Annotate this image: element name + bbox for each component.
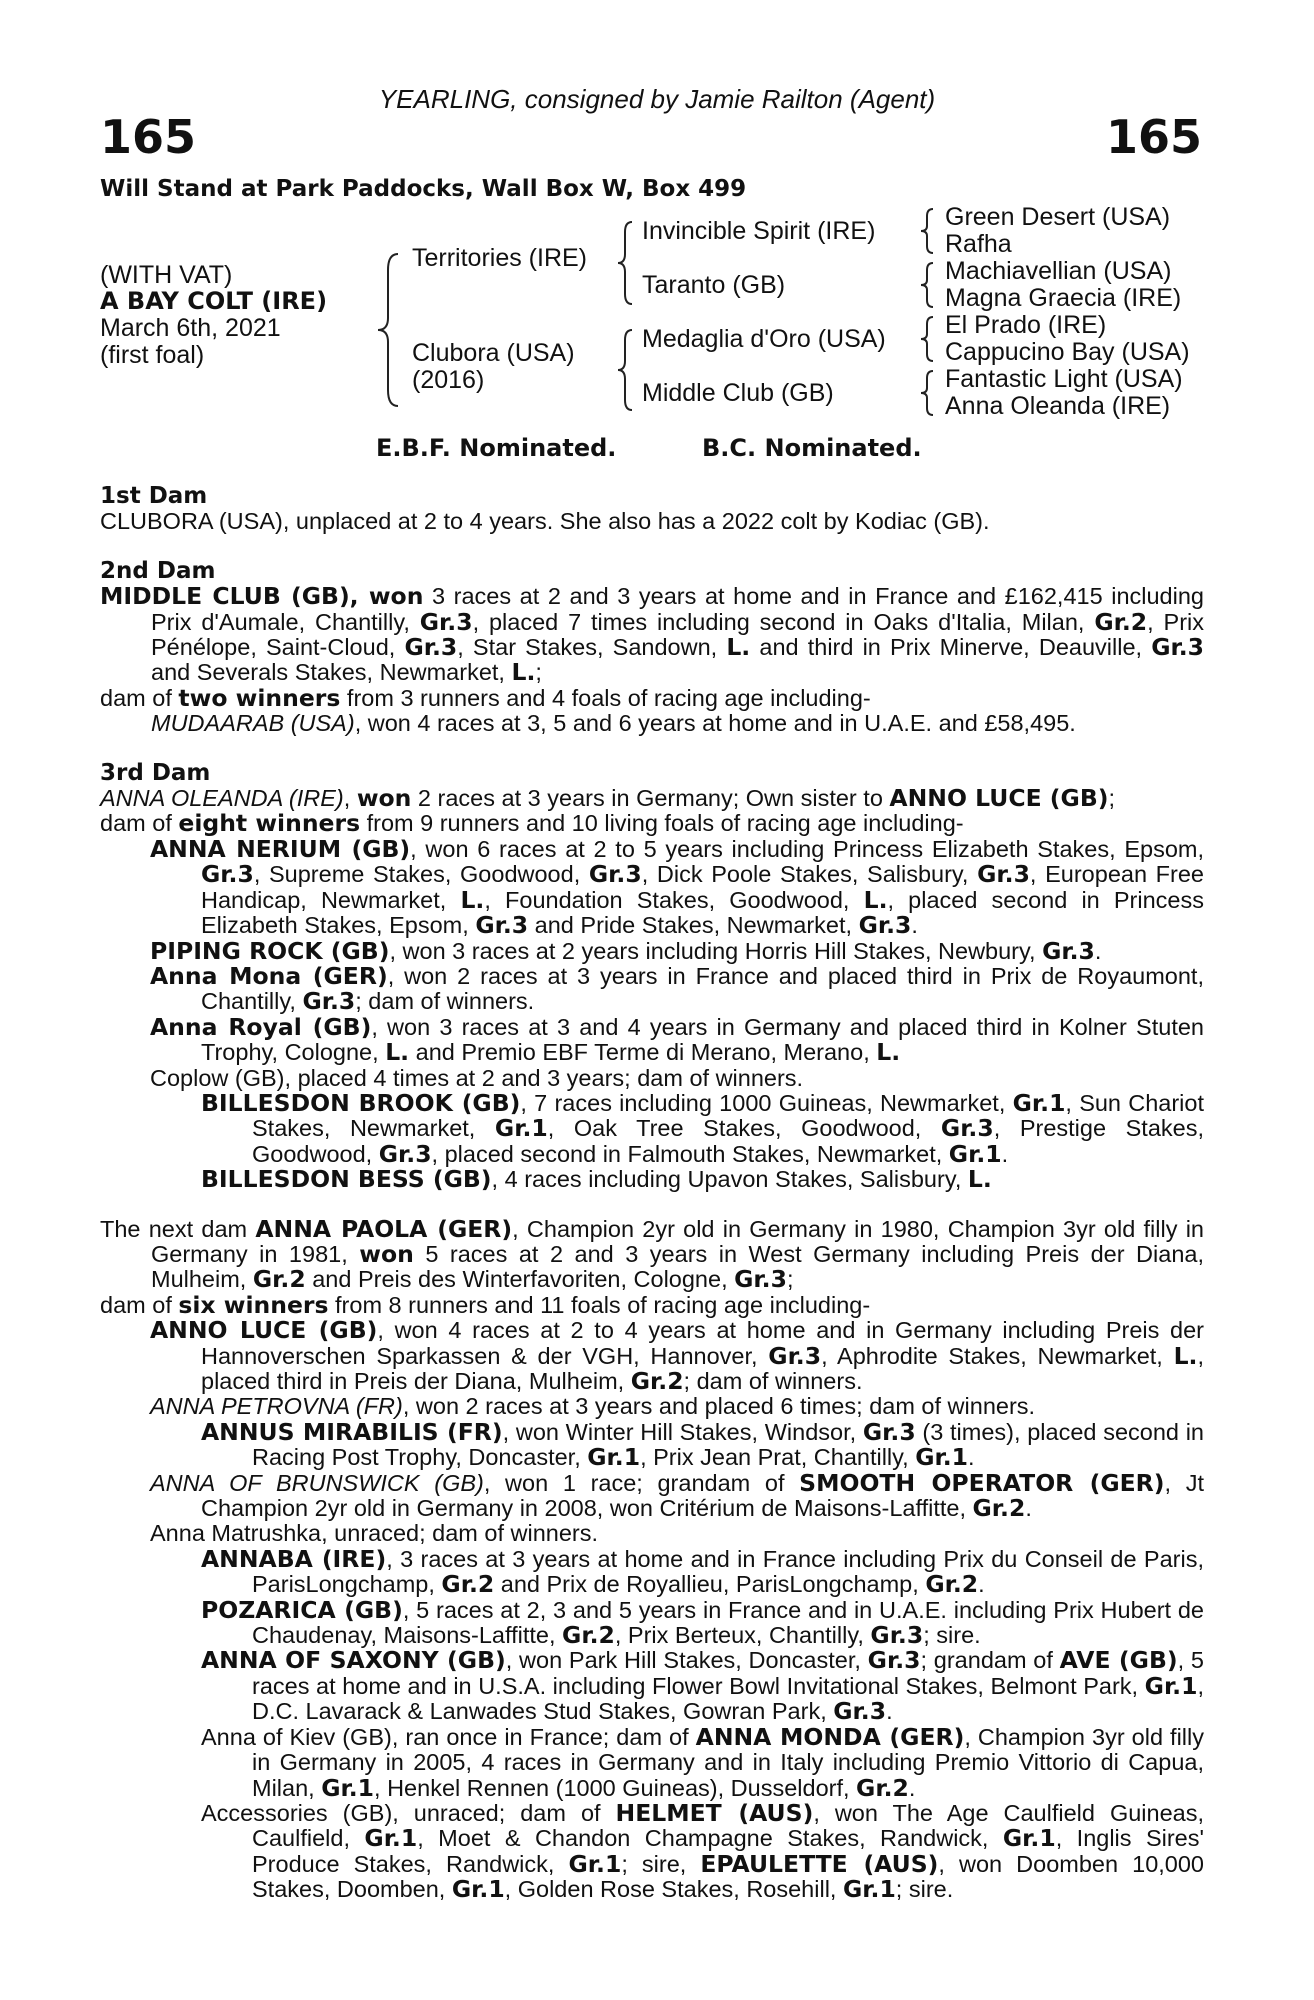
g-anna-oleanda: Anna Oleanda (IRE) <box>945 392 1171 420</box>
bc-nomination: B.C. Nominated. <box>702 434 922 462</box>
catalogue-body <box>100 484 1204 1903</box>
g-machiavellian: Machiavellian (USA) <box>945 257 1172 285</box>
sire-name: Territories (IRE) <box>412 244 588 272</box>
second-dam-produce: dam of two winners from 3 runners and 4 foals of racing age including- <box>100 683 871 712</box>
progeny-anna-matrushka: Anna Matrushka, unraced; dam of winners. <box>150 1520 599 1547</box>
g-rafha: Rafha <box>945 230 1012 258</box>
progeny-annus-mirabilis: ANNUS MIRABILIS (FR), won Winter Hill Stakes, Windsor, Gr.3 (3 times), placed second in Racing Post Trophy, Doncaster, Gr.1, Prix Jean Prat, Chantilly, Gr.1. <box>201 1417 1204 1472</box>
g-el-prado: El Prado (IRE) <box>945 311 1107 339</box>
progeny-anna-royal: Anna Royal (GB), won 3 races at 3 and 4 years in Germany and placed third in Kolner Stuten Trophy, Cologne, L. and Premio EBF Terme di Merano, Merano, L. <box>150 1012 1204 1067</box>
second-dam-record: MIDDLE CLUB (GB), won 3 races at 2 and 3 years at home and in France and £162,415 including Prix d'Aumale, Chantilly, Gr.3, placed 7 times including second in Oaks d'Italia, Milan, Gr.2, Prix Pénélope, Saint-Cloud, Gr.3, Star Stakes, Sandown, L. and third in Prix Minerve, Deauville, Gr.3 and Severals Stakes, Newmarket, L.; <box>100 582 1205 687</box>
progeny-accessories: Accessories (GB), unraced; dam of HELMET (AUS), won The Age Caulfield Guineas, Caulfield, Gr.1, Moet & Chandon Champagne Stakes, Randwick, Gr.1, Inglis Sires' Produce Stakes, Randwick, Gr.1; sire, EPAULETTE (AUS), won Doomben 10,000 Stakes, Doomben, Gr.1, Golden Rose Stakes, Rosehill, Gr.1; sire. <box>201 1798 1204 1904</box>
second-dam-progeny: MUDAARAB (USA), won 4 races at 3, 5 and 6 years at home and in U.A.E. and £58,495. <box>151 710 1076 737</box>
g-fantastic-light: Fantastic Light (USA) <box>945 365 1183 393</box>
progeny-anna-mona: Anna Mona (GER), won 2 races at 3 years in France and placed third in Prix de Royaumont, Chantilly, Gr.3; dam of winners. <box>150 961 1204 1016</box>
pedigree-brace-main <box>370 250 410 410</box>
third-dam-record: ANNA OLEANDA (IRE), won 2 races at 3 years in Germany; Own sister to ANNO LUCE (GB); <box>100 784 1116 813</box>
progeny-billesdon-bess: BILLESDON BESS (GB), 4 races including Upavon Stakes, Salisbury, L. <box>201 1165 992 1194</box>
pedigree-brace-g4 <box>915 368 941 418</box>
pedigree-brace-dam <box>612 326 642 414</box>
progeny-anna-of-kiev: Anna of Kiev (GB), ran once in France; dam of ANNA MONDA (GER), Champion 3yr old filly in Germany in 2005, 4 races in Germany and in Italy including Premio Vittorio di Capua, Milan, Gr.1, Henkel Rennen (1000 Guineas), Dusseldorf, Gr.2. <box>201 1722 1204 1802</box>
consignment-line: YEARLING, consigned by Jamie Railton (Agent) <box>378 84 936 114</box>
next-dam-produce: dam of six winners from 8 runners and 11 foals of racing age including- <box>100 1290 871 1319</box>
ebf-nomination: E.B.F. Nominated. <box>376 434 617 462</box>
progeny-anna-nerium: ANNA NERIUM (GB), won 6 races at 2 to 5 years including Princess Elizabeth Stakes, Epsom, Gr.3, Supreme Stakes, Goodwood, Gr.3, Dick Poole Stakes, Salisbury, Gr.3, European Free Handicap, Newmarket, L., Foundation Stakes, Goodwood, L., placed second in Princess Elizabeth Stakes, Epsom, Gr.3 and Pride Stakes, Newmarket, Gr.3. <box>150 834 1205 940</box>
progeny-pozarica: POZARICA (GB), 5 races at 2, 3 and 5 years in France and in U.A.E. including Prix Hubert de Chaudenay, Maisons-Laffitte, Gr.2, Prix Berteux, Chantilly, Gr.3; sire. <box>201 1595 1204 1650</box>
g-green-desert: Green Desert (USA) <box>945 203 1171 231</box>
stand-location: Will Stand at Park Paddocks, Wall Box W, Box 499 <box>100 176 747 202</box>
dam-year: (2016) <box>412 366 485 394</box>
first-dam-heading: 1st Dam <box>100 483 208 509</box>
vat-note: (WITH VAT) <box>100 261 233 289</box>
pedigree-brace-g3 <box>915 314 941 364</box>
dam-dam: Middle Club (GB) <box>642 379 834 407</box>
dam-sire: Medaglia d'Oro (USA) <box>642 325 886 353</box>
sire-sire: Invincible Spirit (IRE) <box>642 217 876 245</box>
dam-name: Clubora (USA) <box>412 339 575 367</box>
foaling-date: March 6th, 2021 <box>100 314 281 342</box>
progeny-anno-luce: ANNO LUCE (GB), won 4 races at 2 to 4 years at home and in Germany including Preis der Hannoverschen Sparkassen & der VGH, Hannover, Gr.3, Aphrodite Stakes, Newmarket, L., placed third in Preis der Diana, Mulheim, Gr.2; dam of winners. <box>150 1316 1205 1395</box>
foal-note: (first foal) <box>100 341 205 369</box>
second-dam-heading: 2nd Dam <box>100 557 216 584</box>
pedigree-brace-g2 <box>915 260 941 310</box>
first-dam-text: CLUBORA (USA), unplaced at 2 to 4 years. She also has a 2022 colt by Kodiac (GB). <box>100 508 990 535</box>
progeny-anna-of-saxony: ANNA OF SAXONY (GB), won Park Hill Stakes, Doncaster, Gr.3; grandam of AVE (GB), 5 races at home and in U.S.A. including Flower Bowl Invitational Stakes, Belmont Park, Gr.1, D.C. Lavarack & Lanwades Stud Stakes, Gowran Park, Gr.3. <box>201 1646 1204 1726</box>
pedigree-brace-sire <box>612 218 642 308</box>
progeny-billesdon-brook: BILLESDON BROOK (GB), 7 races including 1000 Guineas, Newmarket, Gr.1, Sun Chariot Stakes, Newmarket, Gr.1, Oak Tree Stakes, Goodwood, Gr.3, Prestige Stakes, Goodwood, Gr.3, placed second in Falmouth Stakes, Newmarket, Gr.1. <box>201 1088 1205 1168</box>
g-magna-graecia: Magna Graecia (IRE) <box>945 284 1182 312</box>
progeny-anna-of-brunswick: ANNA OF BRUNSWICK (GB), won 1 race; grandam of SMOOTH OPERATOR (GER), Jt Champion 2yr old in Germany in 2008, won Critérium de Maisons-Laffitte, Gr.2. <box>150 1468 1204 1523</box>
pedigree-brace-g1 <box>915 206 941 256</box>
progeny-anna-petrovna: ANNA PETROVNA (FR), won 2 races at 3 years and placed 6 times; dam of winners. <box>150 1393 1036 1420</box>
lot-number-right: 165 <box>1105 110 1202 164</box>
g-cappucino-bay: Cappucino Bay (USA) <box>945 338 1190 366</box>
next-dam-record: The next dam ANNA PAOLA (GER), Champion 2yr old in Germany in 1980, Champion 3yr old filly in Germany in 1981, won 5 races at 2 and 3 years in West Germany including Preis der Diana, Mulheim, Gr.2 and Preis des Winterfavoriten, Cologne, Gr.3; <box>100 1214 1204 1294</box>
progeny-coplow: Coplow (GB), placed 4 times at 2 and 3 years; dam of winners. <box>150 1064 804 1091</box>
progeny-piping-rock: PIPING ROCK (GB), won 3 races at 2 years including Horris Hill Stakes, Newbury, Gr.3. <box>150 936 1102 965</box>
lot-number-left: 165 <box>100 110 197 164</box>
progeny-annaba: ANNABA (IRE), 3 races at 3 years at home and in France including Prix du Conseil de Paris, ParisLongchamp, Gr.2 and Prix de Royallieu, ParisLongchamp, Gr.2. <box>201 1544 1204 1599</box>
third-dam-heading: 3rd Dam <box>100 759 211 786</box>
horse-name: A BAY COLT (IRE) <box>100 287 328 315</box>
third-dam-produce: dam of eight winners from 9 runners and 10 living foals of racing age including- <box>100 809 964 838</box>
sire-dam: Taranto (GB) <box>642 271 786 299</box>
